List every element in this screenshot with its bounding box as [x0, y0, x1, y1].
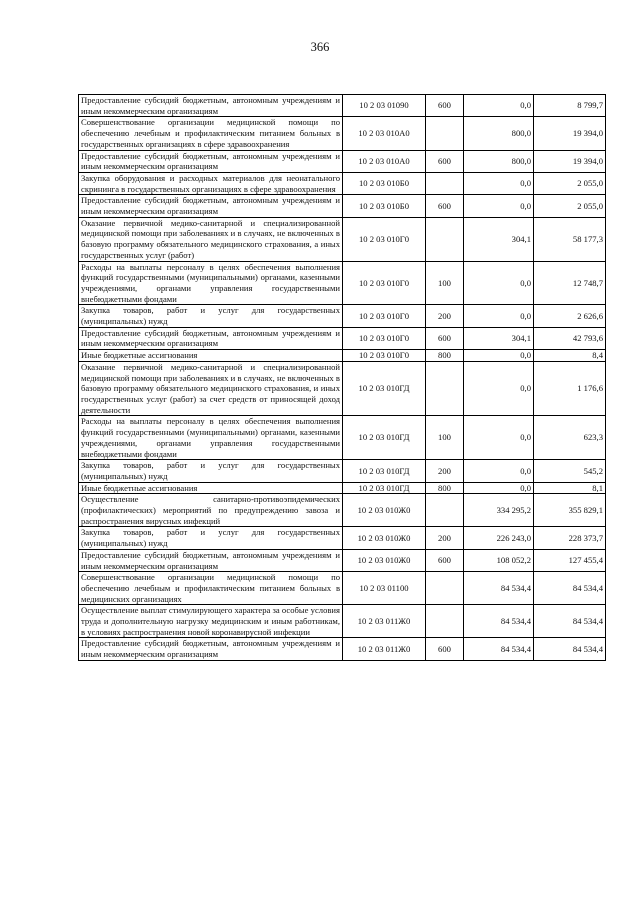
row-amount-2: 8 799,7	[534, 95, 606, 117]
row-amount-2: 545,2	[534, 460, 606, 482]
row-description: Осуществление санитарно-противоэпидемических (профилактических) мероприятий по предупреждению завоза и распространения вирусных инфекций	[79, 494, 343, 527]
table-row	[79, 460, 606, 482]
row-amount-2: 84 534,4	[534, 638, 606, 660]
table-row	[79, 150, 606, 172]
table-row	[79, 261, 606, 305]
row-amount-2: 8,1	[534, 482, 606, 494]
row-amount-1: 0,0	[464, 361, 534, 416]
row-description: Иные бюджетные ассигнования	[79, 350, 343, 362]
row-amount-1: 0,0	[464, 482, 534, 494]
table-row	[79, 605, 606, 638]
row-target-code: 10 2 03 011Ж0	[343, 605, 426, 638]
row-expense-type	[426, 605, 464, 638]
row-description: Закупка товаров, работ и услуг для государственных (муниципальных) нужд	[79, 527, 343, 549]
row-amount-1: 0,0	[464, 172, 534, 194]
table-row	[79, 494, 606, 527]
row-amount-1: 800,0	[464, 117, 534, 150]
row-target-code: 10 2 03 010Б0	[343, 172, 426, 194]
row-target-code: 10 2 03 010Г0	[343, 261, 426, 305]
row-amount-1: 800,0	[464, 150, 534, 172]
row-amount-2: 12 748,7	[534, 261, 606, 305]
budget-table	[78, 94, 606, 661]
row-amount-1: 0,0	[464, 305, 534, 327]
row-target-code: 10 2 03 010ГД	[343, 482, 426, 494]
row-amount-2: 2 626,6	[534, 305, 606, 327]
row-expense-type: 600	[426, 195, 464, 217]
row-expense-type: 200	[426, 527, 464, 549]
row-expense-type	[426, 172, 464, 194]
row-description: Оказание первичной медико-санитарной и специализированной медицинской помощи при заболеваниях и в случаях, не включенных в базовую программу обязательного медицинского страхования, и иных государственных услуг (работ) за счет средств от приносящей доход деятельности	[79, 361, 343, 416]
row-target-code: 10 2 03 010Ж0	[343, 527, 426, 549]
row-target-code: 10 2 03 01100	[343, 572, 426, 605]
row-expense-type: 600	[426, 95, 464, 117]
row-amount-1: 226 243,0	[464, 527, 534, 549]
row-amount-2: 228 373,7	[534, 527, 606, 549]
table-row	[79, 217, 606, 261]
row-description: Закупка оборудования и расходных материалов для неонатального скрининга в государственных организациях в сфере здравоохранения	[79, 172, 343, 194]
row-description: Предоставление субсидий бюджетным, автономным учреждениям и иным некоммерческим организациям	[79, 327, 343, 349]
row-amount-2: 355 829,1	[534, 494, 606, 527]
row-expense-type: 200	[426, 305, 464, 327]
row-expense-type: 600	[426, 549, 464, 571]
row-expense-type	[426, 361, 464, 416]
row-description: Совершенствование организации медицинской помощи по обеспечению лечебным и профилактическим питанием больных в государственных организациях в сфере здравоохранения	[79, 117, 343, 150]
row-expense-type: 600	[426, 150, 464, 172]
row-amount-2: 84 534,4	[534, 572, 606, 605]
row-amount-1: 0,0	[464, 95, 534, 117]
table-row	[79, 638, 606, 660]
row-description: Предоставление субсидий бюджетным, автономным учреждениям и иным некоммерческим организациям	[79, 150, 343, 172]
row-target-code: 10 2 03 01090	[343, 95, 426, 117]
row-amount-1: 0,0	[464, 350, 534, 362]
row-target-code: 10 2 03 010ГД	[343, 361, 426, 416]
row-expense-type: 100	[426, 261, 464, 305]
row-description: Предоставление субсидий бюджетным, автономным учреждениям и иным некоммерческим организациям	[79, 638, 343, 660]
row-expense-type: 800	[426, 350, 464, 362]
row-target-code: 10 2 03 010Б0	[343, 195, 426, 217]
row-target-code: 10 2 03 010А0	[343, 150, 426, 172]
row-expense-type: 100	[426, 416, 464, 460]
row-amount-2: 2 055,0	[534, 195, 606, 217]
table-row	[79, 350, 606, 362]
row-target-code: 10 2 03 010Г0	[343, 305, 426, 327]
row-target-code: 10 2 03 010Г0	[343, 327, 426, 349]
row-description: Иные бюджетные ассигнования	[79, 482, 343, 494]
row-target-code: 10 2 03 010ГД	[343, 416, 426, 460]
row-description: Оказание первичной медико-санитарной и специализированной медицинской помощи при заболеваниях и в случаях, не включенных в базовую программу обязательного медицинского страхования, а иных государственных услуг (работ)	[79, 217, 343, 261]
row-amount-1: 108 052,2	[464, 549, 534, 571]
table-row	[79, 95, 606, 117]
row-amount-1: 334 295,2	[464, 494, 534, 527]
table-row	[79, 572, 606, 605]
table-row	[79, 117, 606, 150]
table-row	[79, 482, 606, 494]
row-amount-2: 19 394,0	[534, 117, 606, 150]
row-expense-type	[426, 572, 464, 605]
table-row	[79, 305, 606, 327]
table-row	[79, 172, 606, 194]
row-target-code: 10 2 03 010ГД	[343, 460, 426, 482]
row-description: Закупка товаров, работ и услуг для государственных (муниципальных) нужд	[79, 460, 343, 482]
row-amount-2: 623,3	[534, 416, 606, 460]
row-target-code: 10 2 03 010Ж0	[343, 549, 426, 571]
row-amount-1: 84 534,4	[464, 605, 534, 638]
row-amount-2: 19 394,0	[534, 150, 606, 172]
row-expense-type: 600	[426, 327, 464, 349]
row-amount-1: 304,1	[464, 327, 534, 349]
row-amount-2: 2 055,0	[534, 172, 606, 194]
row-amount-2: 127 455,4	[534, 549, 606, 571]
row-expense-type	[426, 117, 464, 150]
row-expense-type	[426, 494, 464, 527]
row-amount-1: 0,0	[464, 195, 534, 217]
row-target-code: 10 2 03 010Ж0	[343, 494, 426, 527]
row-amount-1: 84 534,4	[464, 638, 534, 660]
row-target-code: 10 2 03 011Ж0	[343, 638, 426, 660]
row-amount-2: 8,4	[534, 350, 606, 362]
row-amount-2: 84 534,4	[534, 605, 606, 638]
table-row	[79, 416, 606, 460]
row-description: Предоставление субсидий бюджетным, автономным учреждениям и иным некоммерческим организациям	[79, 95, 343, 117]
row-target-code: 10 2 03 010Г0	[343, 217, 426, 261]
row-expense-type: 600	[426, 638, 464, 660]
row-amount-2: 58 177,3	[534, 217, 606, 261]
table-row	[79, 361, 606, 416]
table-row	[79, 527, 606, 549]
page-number: 366	[310, 40, 330, 54]
row-amount-2: 1 176,6	[534, 361, 606, 416]
table-row	[79, 549, 606, 571]
row-description: Расходы на выплаты персоналу в целях обеспечения выполнения функций государственными (муниципальными) органами, казенными учреждениями, органами управления государственными внебюджетными фондами	[79, 416, 343, 460]
row-description: Осуществление выплат стимулирующего характера за особые условия труда и дополнительную нагрузку медицинским и иным работникам, в условиях распространения новой коронавирусной инфекции	[79, 605, 343, 638]
row-amount-1: 0,0	[464, 261, 534, 305]
row-amount-2: 42 793,6	[534, 327, 606, 349]
row-description: Закупка товаров, работ и услуг для государственных (муниципальных) нужд	[79, 305, 343, 327]
row-amount-1: 0,0	[464, 460, 534, 482]
row-description: Совершенствование организации медицинской помощи по обеспечению лечебным и профилактическим питанием больных в медицинских организациях	[79, 572, 343, 605]
row-expense-type: 800	[426, 482, 464, 494]
table-row	[79, 195, 606, 217]
row-description: Предоставление субсидий бюджетным, автономным учреждениям и иным некоммерческим организациям	[79, 549, 343, 571]
row-target-code: 10 2 03 010А0	[343, 117, 426, 150]
table-body	[79, 95, 606, 661]
row-expense-type	[426, 217, 464, 261]
row-expense-type: 200	[426, 460, 464, 482]
row-amount-1: 304,1	[464, 217, 534, 261]
row-amount-1: 84 534,4	[464, 572, 534, 605]
row-amount-1: 0,0	[464, 416, 534, 460]
table-row	[79, 327, 606, 349]
row-target-code: 10 2 03 010Г0	[343, 350, 426, 362]
row-description: Предоставление субсидий бюджетным, автономным учреждениям и иным некоммерческим организациям	[79, 195, 343, 217]
row-description: Расходы на выплаты персоналу в целях обеспечения выполнения функций государственными (муниципальными) органами, казенными учреждениями, органами управления государственными внебюджетными фондами	[79, 261, 343, 305]
